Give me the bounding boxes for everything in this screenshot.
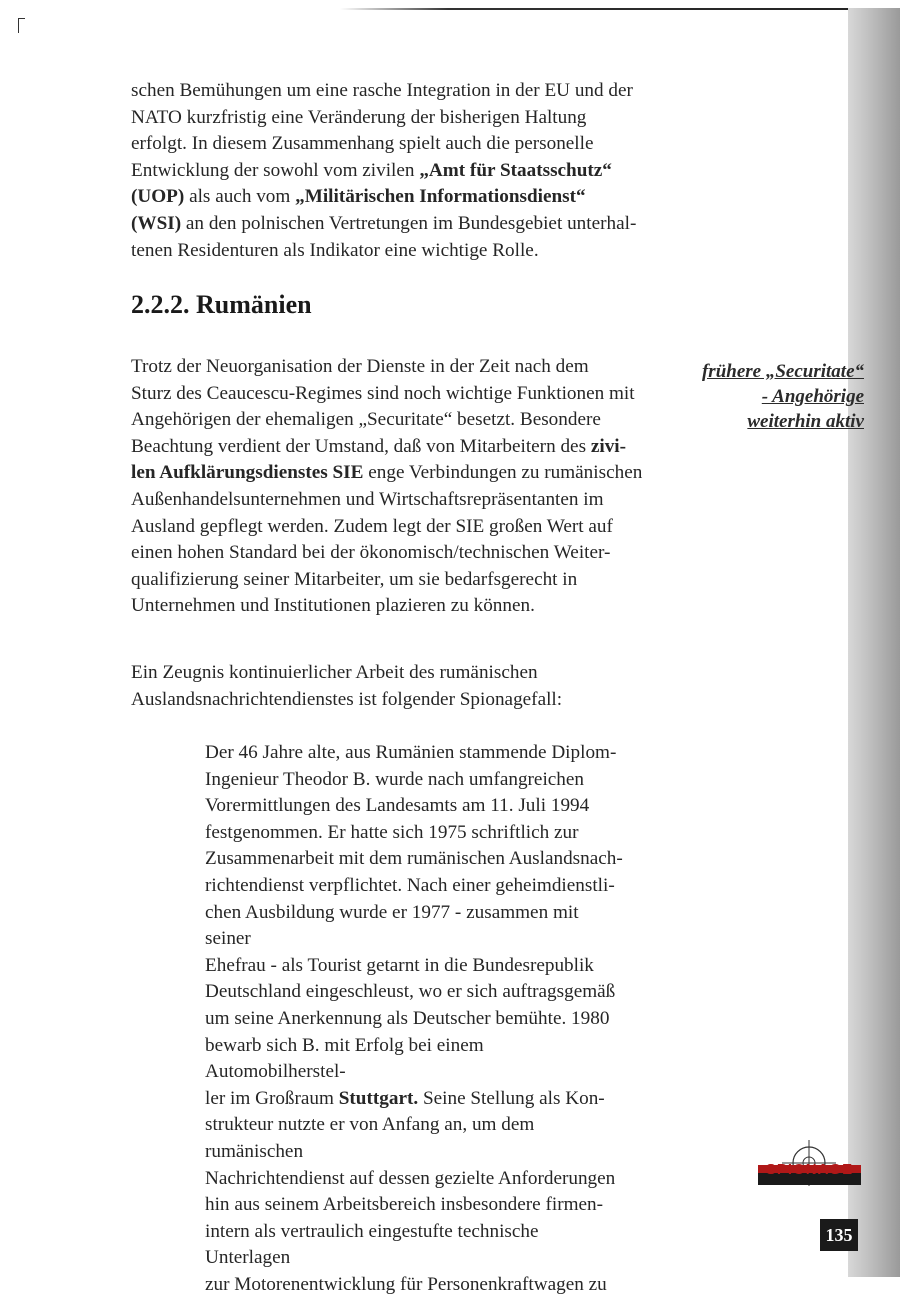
text-line: Sturz des Ceaucescu-Regimes sind noch wichtige Funktionen mit <box>131 382 635 404</box>
margin-note <box>664 359 864 434</box>
text-line: tenen Residenturen als Indikator eine wichtige Rolle. <box>131 239 539 261</box>
margin-note-line: weiterhin aktiv <box>747 411 864 432</box>
text-line: Unternehmen und Institutionen plazieren zu können. <box>131 595 535 617</box>
text-line: Seine Stellung als Kon- <box>418 1087 605 1109</box>
location-stuttgart: Stuttgart. <box>338 1087 419 1109</box>
text-line: bewarb sich B. mit Erfolg bei einem Automobilherstel- <box>205 1034 484 1083</box>
text-line: Ingenieur Theodor B. wurde nach umfangreichen <box>205 768 584 790</box>
paragraph-case-intro <box>131 660 651 713</box>
text-line: Der 46 Jahre alte, aus Rumänien stammende Diplom- <box>205 742 617 763</box>
text-line: Ausland gepflegt werden. Zudem legt der SIE großen Wert auf <box>131 515 613 537</box>
text-line: chen Ausbildung wurde er 1977 - zusammen mit seiner <box>205 901 579 950</box>
text-line: Nachrichtendienst auf dessen gezielte Anforderungen <box>205 1167 616 1189</box>
text-line: festgenommen. Er hatte sich 1975 schriftlich zur <box>205 821 579 843</box>
scan-edge-shadow <box>848 8 900 1277</box>
paragraph-intro <box>131 78 651 264</box>
text-line: Zusammenarbeit mit dem rumänischen Auslandsnach- <box>205 848 623 870</box>
text-line: Ehefrau - als Tourist getarnt in die Bundesrepublik <box>205 954 594 976</box>
case-description <box>205 740 625 1298</box>
page-number: 135 <box>820 1219 858 1251</box>
text-line: einen hohen Standard bei der ökonomisch/technischen Weiter- <box>131 542 611 564</box>
text-line: zur Motorenentwicklung für Personenkraftwagen zu <box>205 1273 607 1295</box>
text-line: um seine Anerkennung als Deutscher bemühte. 1980 <box>205 1007 610 1029</box>
agency-sie-part2: len Aufklärungsdienstes SIE <box>131 462 364 484</box>
margin-note-line: frühere „Securitate“ <box>701 361 864 382</box>
text-line: enge Verbindungen zu rumänischen <box>363 462 643 484</box>
spionage-logo <box>752 1136 867 1196</box>
text-line: erfolgt. In diesem Zusammenhang spielt auch die personelle <box>131 133 594 155</box>
crop-mark <box>18 18 25 33</box>
agency-name-uop: „Amt für Staatsschutz“ <box>419 159 612 181</box>
text-line: NATO kurzfristig eine Veränderung der bisherigen Haltung <box>131 106 587 128</box>
text-line: Trotz der Neuorganisation der Dienste in der Zeit nach dem <box>131 356 589 377</box>
text-line: Angehörigen der ehemaligen „Securitate“ besetzt. Besondere <box>131 409 601 431</box>
text-line: intern als vertraulich eingestufte technische Unterlagen <box>205 1220 539 1269</box>
margin-note-line: - Angehörige <box>761 386 864 407</box>
text-line: hin aus seinem Arbeitsbereich insbesondere firmen- <box>205 1194 604 1216</box>
text-line: Deutschland eingeschleust, wo er sich auftragsgemäß <box>205 981 616 1003</box>
paragraph-romania <box>131 354 651 620</box>
text-line: strukteur nutzte er von Anfang an, um dem rumänischen <box>205 1114 535 1162</box>
agency-abbr-wsi: (WSI) <box>131 212 182 234</box>
agency-sie-part1: zivi- <box>590 435 627 457</box>
text-line: Ein Zeugnis kontinuierlicher Arbeit des rumänischen <box>131 662 538 683</box>
text-line: Vorermittlungen des Landesamts am 11. Juli 1994 <box>205 795 590 817</box>
text-line: ler im Großraum <box>205 1087 339 1109</box>
text-line: Beachtung verdient der Umstand, daß von Mitarbeitern des <box>131 435 591 457</box>
logo-text: SPIONAGE <box>765 1161 854 1178</box>
text-line: Auslandsnachrichtendienstes ist folgender Spionagefall: <box>131 688 563 710</box>
text-line: an den polnischen Vertretungen im Bundesgebiet unterhal- <box>181 212 637 234</box>
top-rule <box>340 8 880 10</box>
section-heading: 2.2.2. Rumänien <box>131 290 312 319</box>
agency-abbr-uop: (UOP) <box>131 186 185 208</box>
agency-name-wsi: „Militärischen Informationsdienst“ <box>295 186 586 208</box>
text-line: qualifizierung seiner Mitarbeiter, um sie bedarfsgerecht in <box>131 568 578 590</box>
text-line: als auch vom <box>184 186 296 208</box>
text-line: richtendienst verpflichtet. Nach einer geheimdienstli- <box>205 874 615 896</box>
text-line: Außenhandelsunternehmen und Wirtschaftsrepräsentanten im <box>131 488 604 510</box>
text-line: Entwicklung der sowohl vom zivilen <box>131 159 420 181</box>
text-line: schen Bemühungen um eine rasche Integration in der EU und der <box>131 80 633 101</box>
